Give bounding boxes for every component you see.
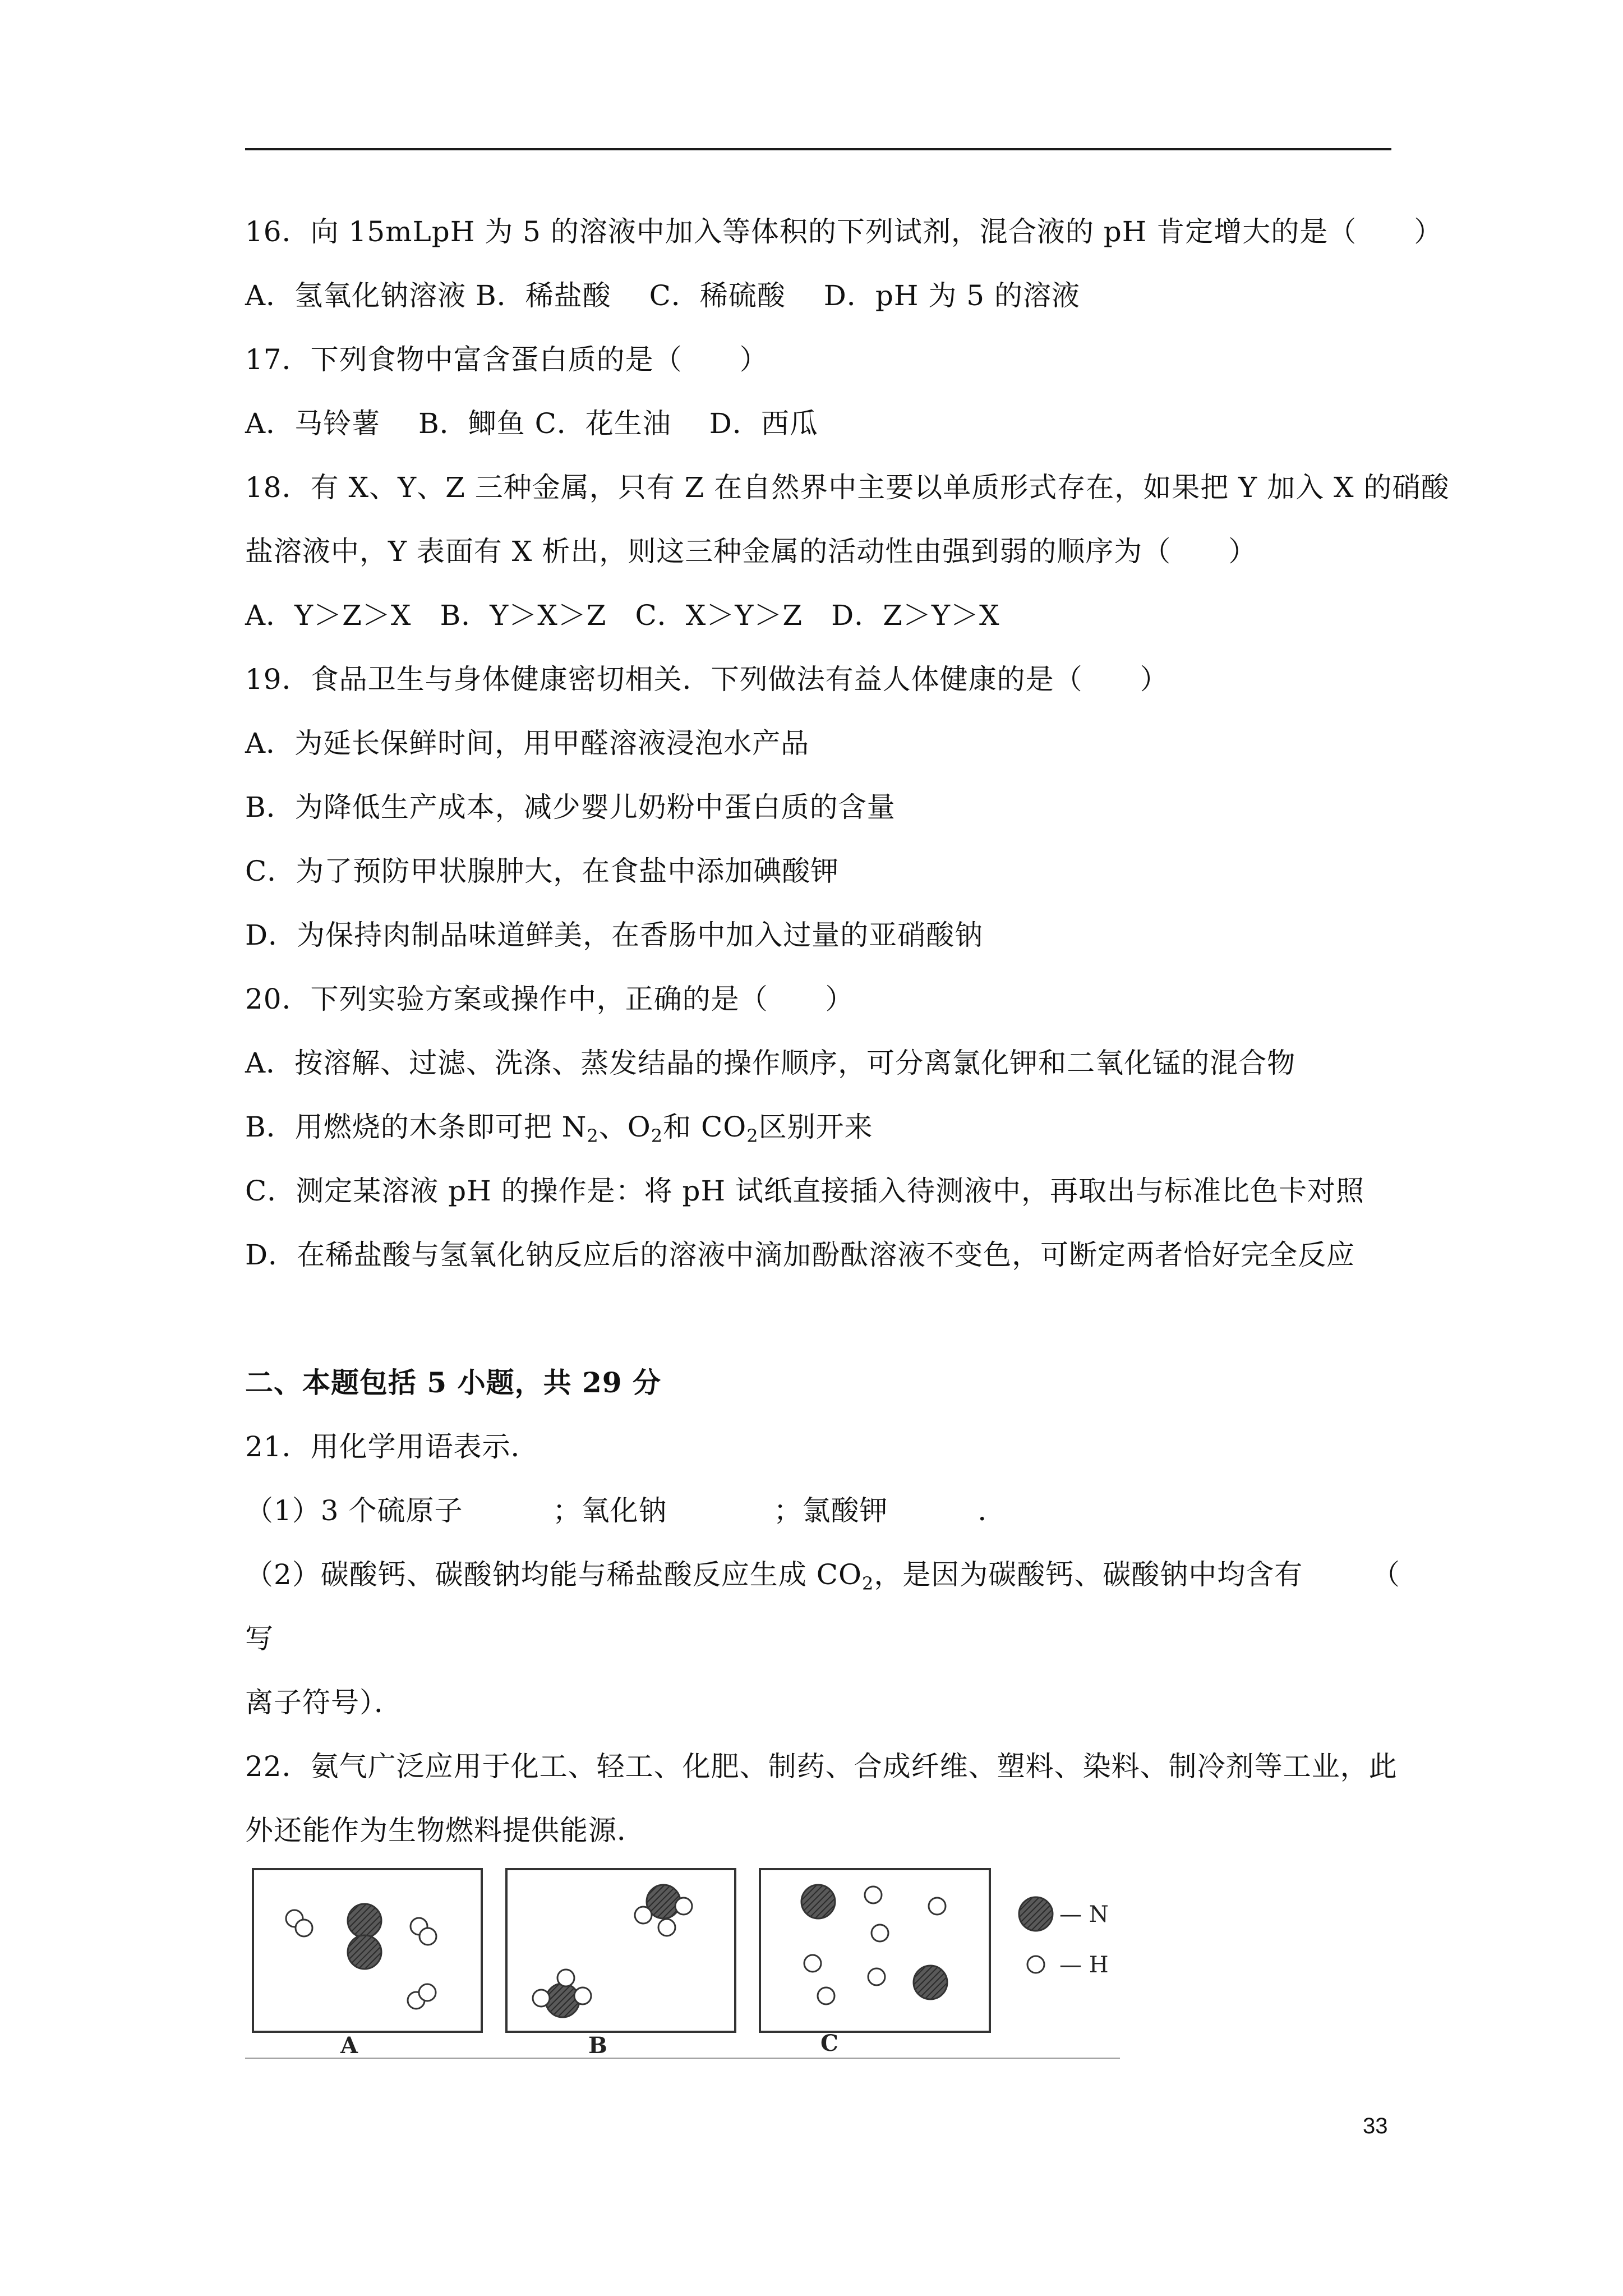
atom-h — [658, 1919, 675, 1936]
atom-n — [546, 1984, 579, 2017]
q21-part2-line3: 离子符号）． — [245, 1686, 403, 1719]
q21-part1-b: ；氧化钠 — [552, 1494, 667, 1527]
molecule-figure — [245, 1866, 1120, 2061]
q18-stem-line1: 18．有 X、Y、Z 三种金属，只有 Z 在自然界中主要以单质形式存在，如果把 Y 加入 X 的硝酸 — [245, 471, 1450, 504]
q19-option-b: B．为降低生产成本，减少婴儿奶粉中蛋白质的含量 — [245, 791, 896, 823]
atom-h — [804, 1955, 821, 1972]
q21-part2 — [245, 1555, 1391, 1594]
legend — [1019, 1897, 1109, 1978]
atom-n — [348, 1904, 381, 1938]
atom-h — [296, 1920, 312, 1936]
q20-option-a: A．按溶解、过滤、洗涤、蒸发结晶的操作顺序，可分离氯化钾和二氧化锰的混合物 — [245, 1047, 1296, 1079]
q21-stem: 21．用化学用语表示． — [245, 1430, 540, 1463]
q19-option-c: C．为了预防甲状腺肿大，在食盐中添加碘酸钾 — [245, 855, 840, 887]
atom-h — [419, 1928, 436, 1945]
q20-b-pre: B．用燃烧的木条即可把 N — [245, 1111, 587, 1143]
atom-h — [557, 1970, 574, 1986]
q21-part1-a: （1）3 个硫原子 — [245, 1494, 463, 1527]
q19-option-d: D．为保持肉制品味道鲜美，在香肠中加入过量的亚硝酸钠 — [245, 919, 984, 951]
q21-part2-line2: 写 — [245, 1622, 274, 1655]
q21-part1-d: ． — [978, 1494, 1007, 1527]
atom-h — [533, 1990, 550, 2007]
legend-h-label: — H — [1059, 1952, 1109, 1978]
atom-h — [574, 1987, 591, 2004]
q21-part2-sub: 2 — [861, 1573, 874, 1594]
atom-h — [868, 1968, 885, 1985]
q20-b-mid2: 和 CO — [663, 1111, 747, 1143]
q20-b-sub2: 2 — [651, 1125, 663, 1147]
header-rule — [245, 148, 1391, 150]
q22-stem-line2: 外还能作为生物燃料提供能源． — [245, 1814, 645, 1847]
q19-option-a: A．为延长保鲜时间，用甲醛溶液浸泡水产品 — [245, 727, 810, 760]
panel-c — [760, 1869, 990, 2032]
q20-option-b — [245, 1107, 1391, 1147]
atom-h — [865, 1887, 882, 1903]
panel-b — [506, 1869, 735, 2032]
panel-c-label: C — [820, 2030, 838, 2056]
legend-n-label: — N — [1059, 1902, 1109, 1927]
section2-heading: 二、本题包括 5 小题，共 29 分 — [245, 1366, 661, 1399]
q18-stem-line2: 盐溶液中，Y 表面有 X 析出，则这三种金属的活动性由强到弱的顺序为（ ） — [245, 535, 1257, 568]
legend-h-swatch — [1027, 1956, 1044, 1973]
atom-h — [929, 1898, 946, 1915]
atom-h — [419, 1984, 436, 2001]
q20-stem: 20．下列实验方案或操作中，正确的是（ ） — [245, 983, 854, 1015]
q21-part1 — [245, 1491, 1391, 1530]
panel-a-label: A — [340, 2032, 358, 2059]
q19-stem: 19．食品卫生与身体健康密切相关．下列做法有益人体健康的是（ ） — [245, 663, 1169, 696]
q17-stem: 17．下列食物中富含蛋白质的是（ ） — [245, 343, 768, 376]
q21-part2-post: ，是因为碳酸钙、碳酸钠中均含有 — [874, 1558, 1303, 1591]
q16-stem: 16．向 15mLpH 为 5 的溶液中加入等体积的下列试剂，混合液的 pH 肯定增大的是（ ） — [245, 215, 1443, 248]
atom-h — [635, 1907, 652, 1924]
q20-b-post: 区别开来 — [758, 1111, 873, 1143]
panel-b-frame — [506, 1869, 735, 2032]
q21-part2-paren: （ — [1372, 1558, 1400, 1591]
q18-options: A．Y＞Z＞X B．Y＞X＞Z C．X＞Y＞Z D．Z＞Y＞X — [245, 599, 1000, 632]
atom-n — [914, 1966, 947, 1999]
atom-h — [675, 1898, 692, 1915]
q21-part2-pre: （2）碳酸钙、碳酸钠均能与稀盐酸反应生成 CO — [245, 1558, 862, 1591]
panel-b-label: B — [588, 2032, 607, 2059]
q20-b-mid1: 、O — [598, 1111, 651, 1143]
panel-a — [253, 1869, 482, 2032]
q16-options: A．氢氧化钠溶液 B．稀盐酸 C．稀硫酸 D．pH 为 5 的溶液 — [245, 279, 1080, 312]
q17-options: A．马铃薯 B．鲫鱼 C．花生油 D．西瓜 — [245, 407, 818, 440]
q21-part1-c: ；氯酸钾 — [773, 1494, 888, 1527]
atom-n — [348, 1935, 381, 1969]
atom-h — [818, 1987, 834, 2004]
q20-b-sub1: 2 — [587, 1125, 599, 1147]
legend-n-swatch — [1019, 1897, 1053, 1931]
atom-n — [801, 1885, 835, 1918]
q22-stem-line1: 22．氨气广泛应用于化工、轻工、化肥、制药、合成纤维、塑料、染料、制冷剂等工业，此 — [245, 1750, 1398, 1783]
q20-b-sub3: 2 — [746, 1125, 759, 1147]
page-number: 33 — [1363, 2114, 1388, 2138]
q20-option-d: D．在稀盐酸与氢氧化钠反应后的溶液中滴加酚酞溶液不变色，可断定两者恰好完全反应 — [245, 1239, 1355, 1271]
atom-h — [872, 1925, 888, 1941]
q20-option-c: C．测定某溶液 pH 的操作是：将 pH 试纸直接插入待测液中，再取出与标准比色卡对照 — [245, 1175, 1365, 1207]
